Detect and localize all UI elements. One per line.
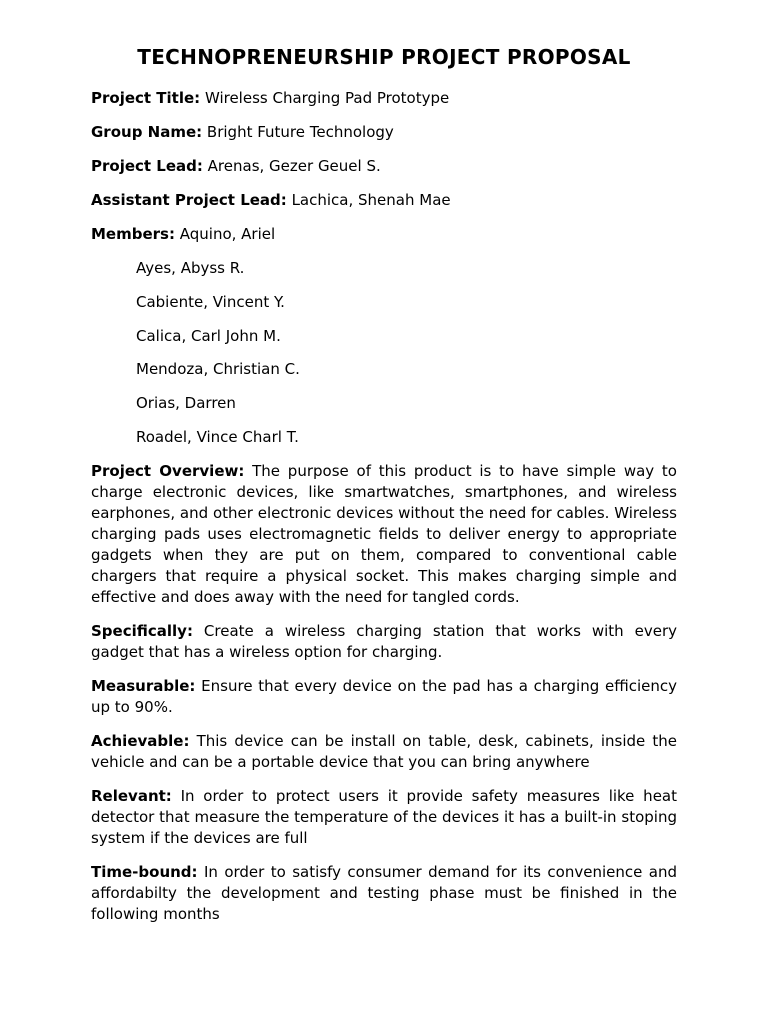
section-text: Ensure that every device on the pad has a charging efficiency up to 90%.: [91, 676, 677, 716]
field-label: Project Title:: [91, 89, 201, 107]
section-text: Create a wireless charging station that works with every gadget that has a wireless option for charging.: [91, 621, 677, 661]
project-title-field: [91, 88, 677, 109]
section-label: Achievable:: [91, 731, 190, 750]
section-label: Relevant:: [91, 786, 172, 805]
member-item: Mendoza, Christian C.: [136, 360, 300, 379]
relevant-paragraph: [91, 786, 677, 849]
section-label: Specifically:: [91, 621, 193, 640]
section-text: This device can be install on table, desk, cabinets, inside the vehicle and can be a portable device that you can bring anywhere: [91, 731, 677, 771]
achievable-paragraph: [91, 731, 677, 773]
member-item: Cabiente, Vincent Y.: [136, 292, 285, 311]
field-label: Members:: [91, 225, 175, 243]
assistant-project-lead-field: [91, 190, 677, 211]
field-label: Assistant Project Lead:: [91, 191, 287, 209]
section-label: Measurable:: [91, 676, 196, 695]
field-value: Lachica, Shenah Mae: [291, 191, 451, 209]
field-label: Project Lead:: [91, 157, 203, 175]
group-name-field: [91, 122, 677, 143]
section-text: In order to satisfy consumer demand for its convenience and affordabilty the development and testing phase must be finished in the following months: [91, 862, 677, 923]
document-title: TECHNOPRENEURSHIP PROJECT PROPOSAL: [137, 45, 631, 69]
time-bound-paragraph: [91, 862, 677, 925]
member-item: Calica, Carl John M.: [136, 326, 281, 345]
specifically-paragraph: [91, 621, 677, 663]
field-label: Group Name:: [91, 123, 203, 141]
measurable-paragraph: [91, 676, 677, 718]
field-value: Wireless Charging Pad Prototype: [204, 89, 450, 107]
section-label: Time-bound:: [91, 862, 198, 881]
section-text: In order to protect users it provide safety measures like heat detector that measure the temperature of the devices it has a built-in stoping system if the devices are full: [91, 786, 677, 847]
members-field: [91, 224, 677, 245]
member-item: Ayes, Abyss R.: [136, 259, 245, 277]
section-label: Project Overview:: [91, 461, 245, 480]
field-value: Aquino, Ariel: [179, 225, 276, 243]
member-item: Roadel, Vince Charl T.: [136, 427, 299, 446]
project-lead-field: [91, 156, 677, 177]
project-overview-paragraph: [91, 461, 677, 608]
field-value: Bright Future Technology: [206, 123, 394, 141]
member-item: Orias, Darren: [136, 394, 236, 413]
section-text: The purpose of this product is to have simple way to charge electronic devices, like smartwatches, smartphones, and wireless earphones, and other electronic devices without the need for cables. Wireless charging pads uses electromagnetic fields to deliver energy to appropriate gadgets when they are put on them, compared to conventional cable chargers that require a physical socket. This makes charging simple and effective and does away with the need for tangled cords.: [91, 461, 677, 606]
field-value: Arenas, Gezer Geuel S.: [207, 157, 381, 175]
